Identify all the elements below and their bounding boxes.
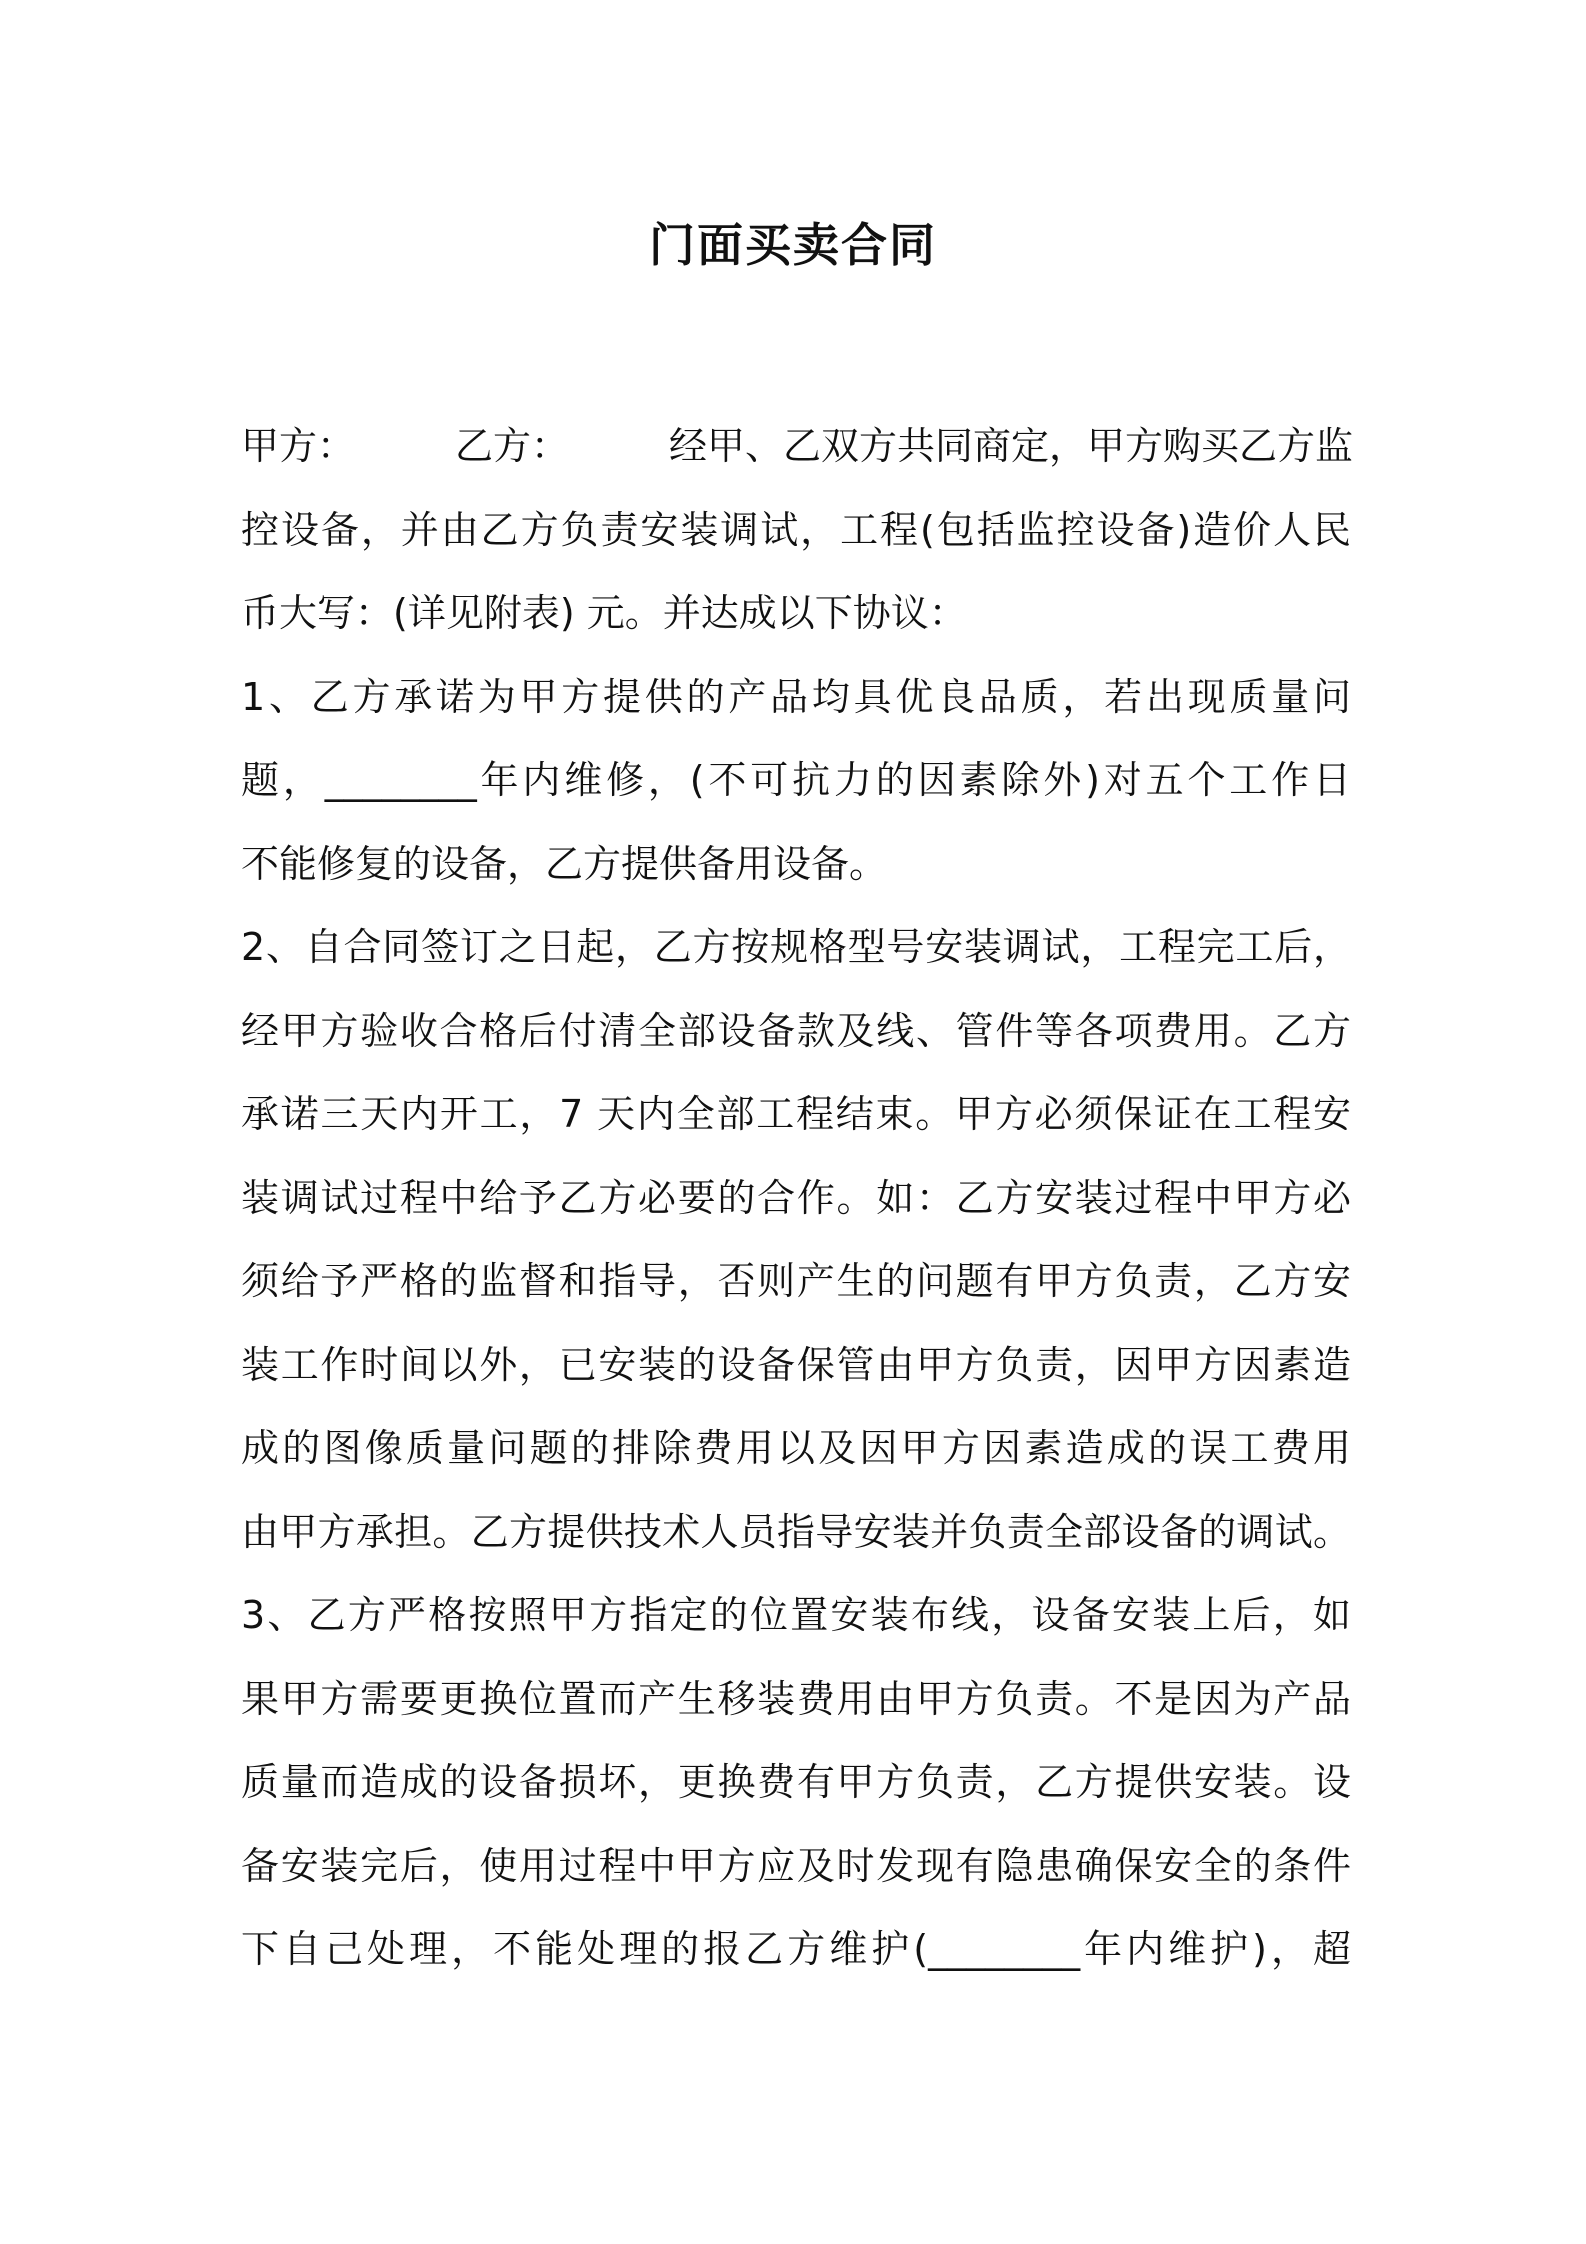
body-line-3: 币大写：(详见附表) 元。并达成以下协议： [241, 591, 967, 635]
body-line-10: 装调试过程中给予乙方必要的合作。如：乙方安装过程中甲方必 [241, 1175, 1351, 1220]
document-title: 门面买卖合同 [649, 218, 937, 272]
body-line-1 [241, 405, 1354, 489]
body-line-13: 成的图像质量问题的排除费用以及因甲方因素造成的误工费用 [241, 1426, 1351, 1470]
body-line-7: 2、自合同签订之日起，乙方按规格型号安装调试，工程完工后， [241, 925, 1351, 969]
body-line-14: 由甲方承担。乙方提供技术人员指导安装并负责全部设备的调试。 [241, 1509, 1351, 1554]
body-line-12: 装工作时间以外，已安装的设备保管由甲方负责，因甲方因素造 [241, 1342, 1351, 1387]
body-line-19: 下自己处理，不能处理的报乙方维护(________年内维护)，超 [241, 1927, 1351, 1971]
party-a-label: 甲方： [241, 424, 356, 468]
document-body [241, 405, 1354, 1992]
body-line-2: 控设备，并由乙方负责安装调试，工程(包括监控设备)造价人民 [241, 507, 1351, 552]
body-line-6: 不能修复的设备，乙方提供备用设备。 [241, 841, 888, 886]
body-line-16: 果甲方需要更换位置而产生移装费用由甲方负责。不是因为产品 [241, 1676, 1351, 1721]
party-b-label: 乙方： [455, 424, 570, 468]
body-line-15: 3、乙方严格按照甲方指定的位置安装布线，设备安装上后，如 [241, 1593, 1351, 1637]
body-line-5: 题，________年内维修，(不可抗力的因素除外)对五个工作日 [241, 758, 1351, 802]
body-line-18: 备安装完后，使用过程中甲方应及时发现有隐患确保安全的条件 [241, 1843, 1351, 1888]
body-line-8: 经甲方验收合格后付清全部设备款及线、管件等各项费用。乙方 [241, 1008, 1351, 1053]
body-line-4: 1、乙方承诺为甲方提供的产品均具优良品质，若出现质量问 [241, 674, 1351, 719]
body-line-9: 承诺三天内开工，7 天内全部工程结束。甲方必须保证在工程安 [241, 1092, 1351, 1136]
body-line-17: 质量而造成的设备损坏，更换费有甲方负责，乙方提供安装。设 [241, 1760, 1351, 1804]
body-line-11: 须给予严格的监督和指导，否则产生的问题有甲方负责，乙方安 [241, 1259, 1351, 1303]
body-line-text: 经甲、乙双方共同商定，甲方购买乙方监 [669, 424, 1354, 468]
